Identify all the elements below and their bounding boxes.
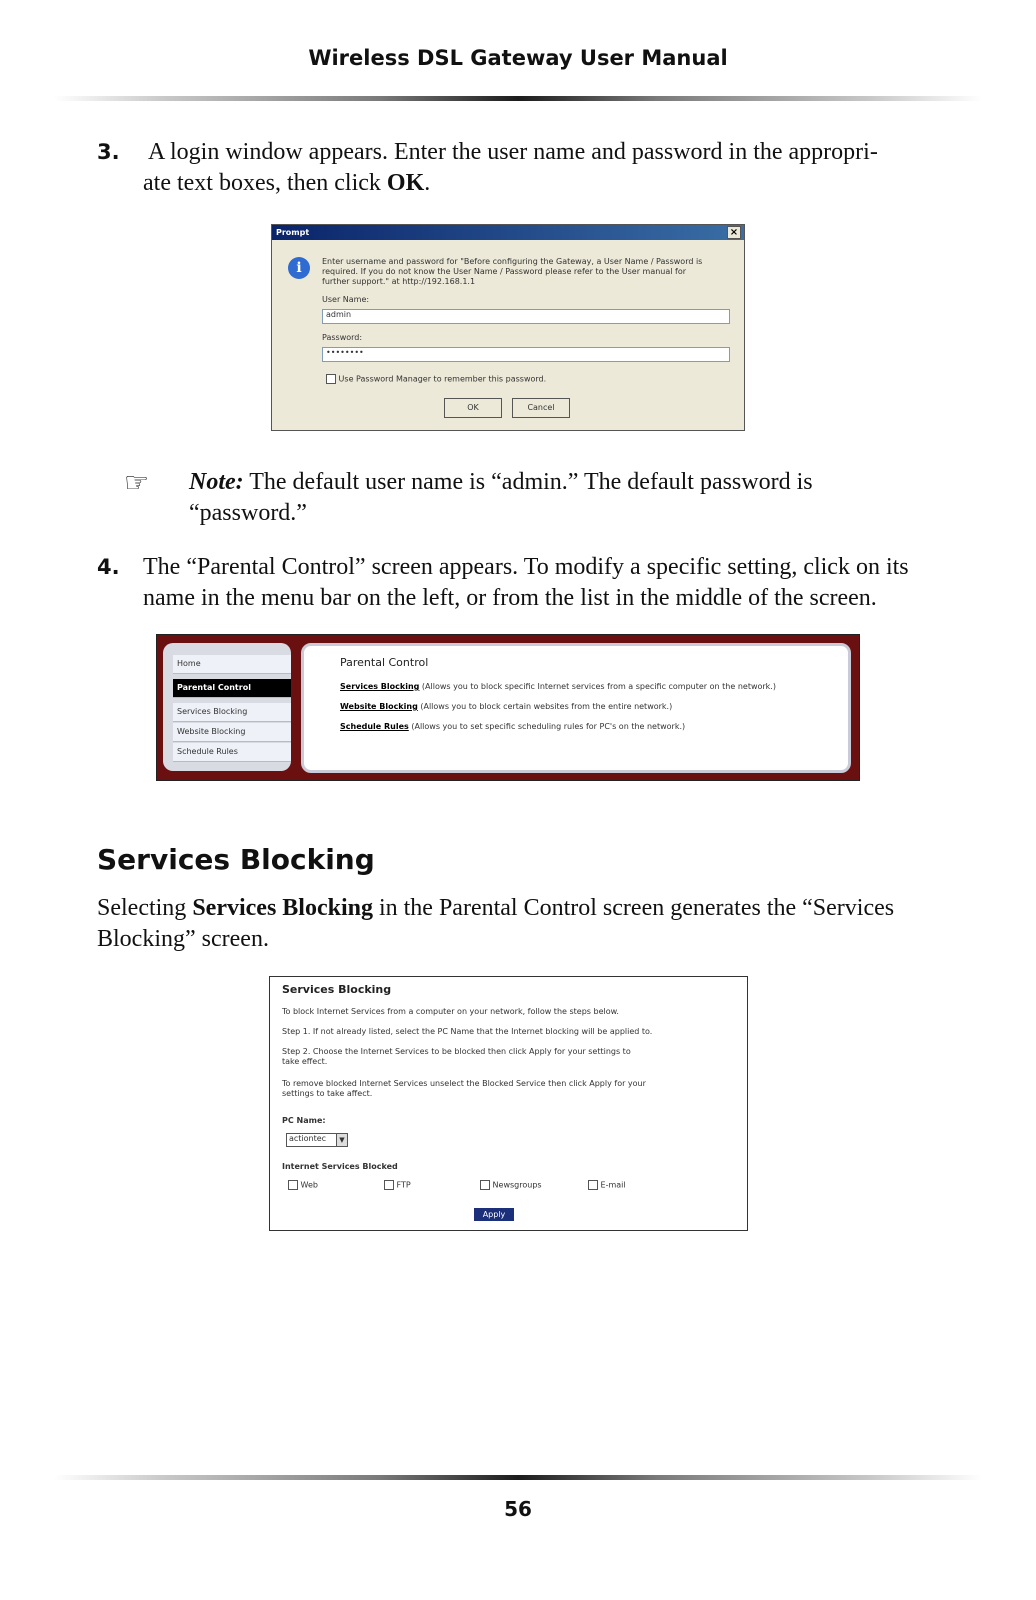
services-remove-line-2: settings to take affect.: [282, 1089, 373, 1098]
chevron-down-icon[interactable]: ▼: [336, 1134, 347, 1146]
dialog-message-line-3: further support." at http://192.168.1.1: [322, 277, 476, 286]
login-dialog-screenshot: [271, 224, 745, 431]
services-blocking-screenshot: [269, 976, 748, 1231]
service-option-newsgroups[interactable]: Newsgroups: [480, 1180, 542, 1191]
header-rule: [54, 96, 982, 101]
page-number: 56: [504, 1497, 532, 1521]
checkbox[interactable]: [384, 1180, 394, 1190]
step-4-line-2: name in the menu bar on the left, or from the list in the middle of the screen.: [143, 585, 877, 611]
footer-rule: [54, 1475, 982, 1480]
dialog-title-bar: [272, 225, 744, 240]
dialog-message-line-2: required. If you do not know the User Name / Password please refer to the User manual for: [322, 267, 687, 276]
services-blocking-link[interactable]: Services Blocking: [340, 682, 420, 691]
remember-password-option[interactable]: Use Password Manager to remember this password.: [326, 374, 546, 385]
note-line-1: Note: The default user name is “admin.” The default password is: [189, 469, 813, 495]
close-icon[interactable]: ×: [727, 226, 741, 239]
info-icon: i: [288, 257, 310, 279]
menu-item-services-blocking[interactable]: Services Blocking: [173, 703, 291, 722]
dialog-title: Prompt: [276, 228, 310, 237]
parental-link-row: Services Blocking (Allows you to block specific Internet services from a specific computer on the network.): [340, 682, 776, 691]
section-paragraph-line-2: Blocking” screen.: [97, 926, 269, 952]
step-4-line-1: The “Parental Control” screen appears. To modify a specific setting, click on its: [143, 554, 909, 580]
apply-button[interactable]: Apply: [474, 1208, 514, 1221]
services-intro: To block Internet Services from a computer on your network, follow the steps below.: [282, 1007, 619, 1016]
remember-checkbox[interactable]: [326, 374, 336, 384]
step-number: 4.: [97, 555, 120, 579]
service-option-ftp[interactable]: FTP: [384, 1180, 411, 1191]
section-paragraph-line-1: Selecting Services Blocking in the Parental Control screen generates the “Services: [97, 895, 895, 921]
cancel-button[interactable]: Cancel: [512, 398, 570, 418]
section-heading: Services Blocking: [97, 843, 375, 876]
parental-title: Parental Control: [340, 656, 429, 669]
parental-content-panel: [301, 643, 851, 773]
menu-item-website-blocking[interactable]: Website Blocking: [173, 723, 291, 742]
website-blocking-link[interactable]: Website Blocking: [340, 702, 418, 711]
parental-control-screenshot: [156, 634, 860, 781]
menu-item-home[interactable]: Home: [173, 655, 291, 674]
pc-name-select[interactable]: actiontec ▼: [286, 1133, 348, 1147]
checkbox[interactable]: [588, 1180, 598, 1190]
step-number: 3.: [97, 140, 120, 164]
side-menu: [163, 643, 291, 771]
services-step-2-line-2: take effect.: [282, 1057, 328, 1066]
password-label: Password:: [322, 333, 363, 342]
running-header: Wireless DSL Gateway User Manual: [308, 46, 728, 70]
dialog-message-line-1: Enter username and password for "Before configuring the Gateway, a User Name / Password is: [322, 257, 703, 266]
services-step-1: Step 1. If not already listed, select the PC Name that the Internet blocking will be applied to.: [282, 1027, 653, 1036]
schedule-rules-link[interactable]: Schedule Rules: [340, 722, 409, 731]
note-line-2: “password.”: [189, 500, 307, 526]
username-field[interactable]: admin: [322, 309, 730, 324]
password-field[interactable]: ••••••••: [322, 347, 730, 362]
service-option-web[interactable]: Web: [288, 1180, 318, 1191]
menu-item-parental-control[interactable]: Parental Control: [173, 679, 291, 698]
username-label: User Name:: [322, 295, 370, 304]
checkbox[interactable]: [480, 1180, 490, 1190]
pointing-hand-icon: ☞: [124, 466, 150, 499]
parental-link-row: Website Blocking (Allows you to block certain websites from the entire network.): [340, 702, 673, 711]
step-3-line-1: A login window appears. Enter the user name and password in the appropri-: [148, 139, 878, 165]
blocked-services-label: Internet Services Blocked: [282, 1162, 398, 1171]
services-step-2-line-1: Step 2. Choose the Internet Services to be blocked then click Apply for your settings to: [282, 1047, 631, 1056]
step-3-line-2: ate text boxes, then click OK.: [143, 170, 431, 196]
ok-button[interactable]: OK: [444, 398, 502, 418]
service-option-email[interactable]: E-mail: [588, 1180, 626, 1191]
checkbox[interactable]: [288, 1180, 298, 1190]
menu-item-schedule-rules[interactable]: Schedule Rules: [173, 743, 291, 762]
parental-link-row: Schedule Rules (Allows you to set specific scheduling rules for PC's on the network.): [340, 722, 686, 731]
services-title: Services Blocking: [282, 983, 392, 996]
pc-name-label: PC Name:: [282, 1116, 326, 1125]
services-remove-line-1: To remove blocked Internet Services unselect the Blocked Service then click Apply for your: [282, 1079, 646, 1088]
